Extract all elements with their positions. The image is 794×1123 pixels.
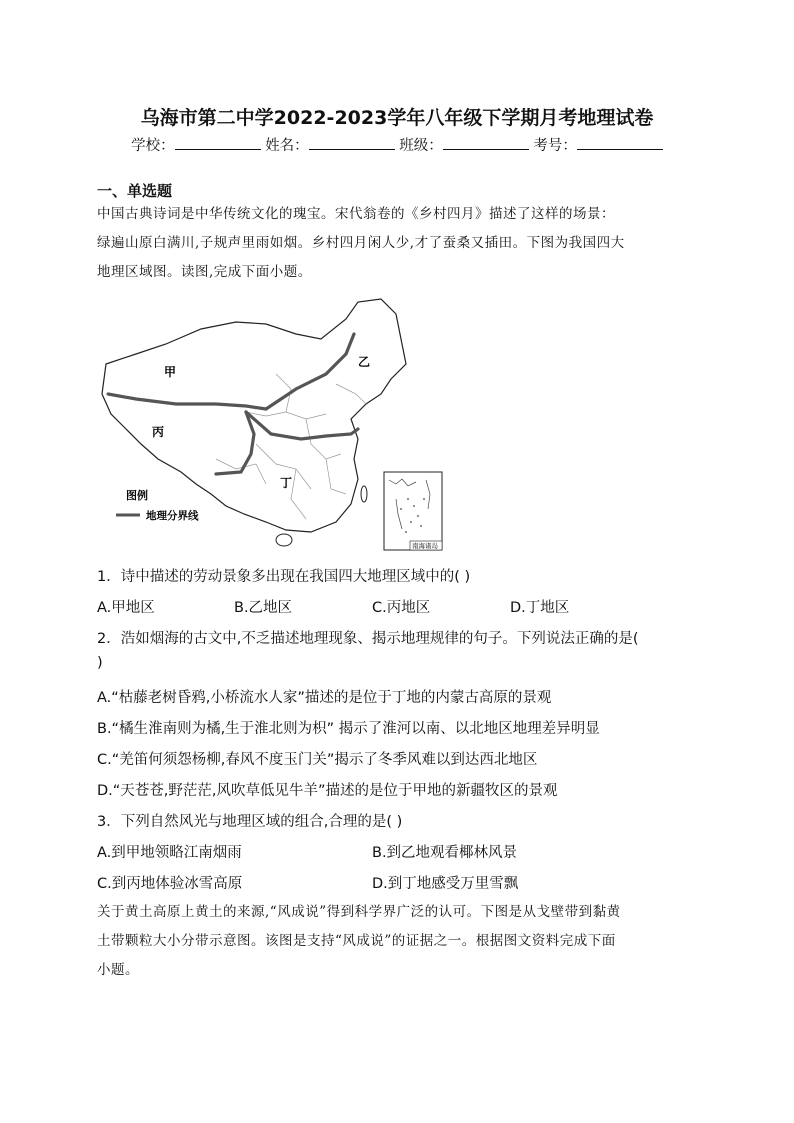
exam-title: 乌海市第二中学2022-2023学年八年级下学期月考地理试卷 [140,107,654,129]
legend-item-label: 地理分界线 [146,510,199,522]
school-blank [175,135,261,150]
passage-1-line-2: 绿遍山原白满川,子规声里雨如烟。乡村四月闲人少,才了蚕桑又插田。下图为我国四大 [97,235,625,251]
south-sea-inset-label: 南海诸岛 [412,542,438,550]
class-blank [443,135,529,150]
passage-1-line-1: 中国古典诗词是中华传统文化的瑰宝。宋代翁卷的《乡村四月》描述了这样的场景： [97,206,615,222]
name-label: 姓名： [265,138,309,154]
passage-1 [97,200,697,287]
boundary-northeast [266,334,354,409]
region-label-yi: 乙 [358,355,371,369]
q1-option-b: B.乙地区 [234,600,293,616]
boundary-tibet [216,412,254,474]
passage-2-line-2: 土带颗粒大小分带示意图。该图是支持“风成说”的证据之一。根据图文资料完成下面 [97,933,616,949]
q3-option-a: A.到甲地领略江南烟雨 [97,845,242,861]
region-label-bing: 丙 [152,425,165,439]
section-heading: 一、单选题 [97,182,173,200]
q3-option-d: D.到丁地感受万里雪飘 [372,876,519,892]
boundary-north-northwest [108,394,266,409]
question-2-stem: 2．浩如烟海的古文中,不乏描述地理现象、揭示地理规律的句子。下列说法正确的是( [97,631,639,647]
q1-option-d: D.丁地区 [510,600,570,616]
class-label: 班级： [399,138,443,154]
q1-option-c: C.丙地区 [372,600,431,616]
school-label: 学校： [131,138,175,154]
question-2-stem-cont: ) [97,655,103,671]
passage-2-line-1: 关于黄土高原上黄土的来源,“风成说”得到科学界广泛的认可。下图是从戈壁带到黏黄 [97,904,621,920]
q2-option-b: B.“橘生淮南则为橘,生于淮北则为枳” 揭示了淮河以南、以北地区地理差异明显 [97,721,600,737]
china-regions-map [96,294,456,554]
legend-title: 图例 [126,489,148,502]
passage-1-line-3: 地理区域图。读图,完成下面小题。 [97,264,312,280]
q1-option-a: A.甲地区 [97,600,155,616]
q2-option-d: D.“天苍苍,野茫茫,风吹草低见牛羊”描述的是位于甲地的新疆牧区的景观 [97,783,558,799]
region-label-jia: 甲 [164,365,177,379]
question-3-stem: 3．下列自然风光与地理区域的组合,合理的是( ) [97,814,403,830]
name-blank [309,135,395,150]
region-label-ding: 丁 [280,476,293,490]
q2-option-a: A.“枯藤老树昏鸦,小桥流水人家”描述的是位于丁地的内蒙古高原的景观 [97,690,552,706]
student-info-line [0,134,794,155]
number-label: 考号： [533,138,577,154]
passage-2-line-3: 小题。 [97,962,139,978]
q3-option-c: C.到丙地体验冰雪高原 [97,876,243,892]
boundary-north-south [246,412,358,439]
q2-option-c: C.“羌笛何须怨杨柳,春风不度玉门关”揭示了冬季风难以到达西北地区 [97,752,538,768]
passage-2 [97,898,697,985]
question-1-stem: 1．诗中描述的劳动景象多出现在我国四大地理区域中的( ) [97,569,471,585]
number-blank [577,135,663,150]
q3-option-b: B.到乙地观看椰林风景 [372,845,518,861]
